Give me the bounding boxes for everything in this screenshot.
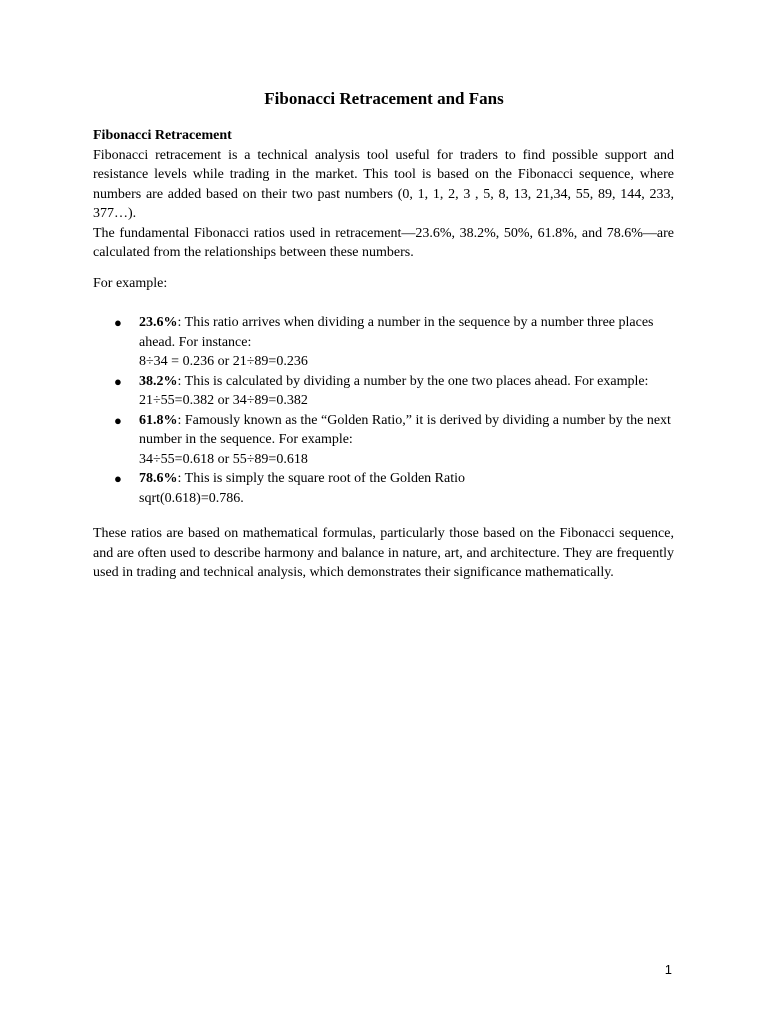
ratio-explanation: : This is calculated by dividing a number by the one two places ahead. For example: [177,373,649,389]
ratio-formula: 21÷55=0.382 or 34÷89=0.382 [139,393,308,408]
ratio-formula: 34÷55=0.618 or 55÷89=0.618 [139,451,308,467]
list-item-description [139,372,674,392]
ratios-paragraph: The fundamental Fibonacci ratios used in retracement—23.6%, 38.2%, 50%, 61.8%, and 78.6%—are calculated from the relationships between these numbers. [93,225,674,260]
bullet-icon: ● [114,412,122,428]
document-body [93,126,674,583]
page-number: 1 [664,962,672,977]
ratio-value: 23.6% [139,315,178,330]
list-item-description [139,411,674,450]
list-item [93,372,674,411]
ratio-formula: 8÷34 = 0.236 or 21÷89=0.236 [139,354,308,369]
bullet-icon: ● [114,471,122,486]
document-title: Fibonacci Retracement and Fans [264,89,504,108]
closing-paragraph: These ratios are based on mathematical formulas, particularly those based on the Fibonacci sequence, and are often used to describe harmony and balance in nature, art, and architecture. They are frequently used in trading and technical analysis, which demonstrates their significance mathematically. [93,526,674,580]
section-heading: Fibonacci Retracement [93,128,232,143]
ratio-value: 61.8% [139,412,178,428]
list-item-description [139,313,674,352]
ratio-explanation: : This ratio arrives when dividing a number in the sequence by a number three places ahead. For instance: [139,315,654,350]
ratio-explanation: : Famously known as the “Golden Ratio,” it is derived by dividing a number by the next number in the sequence. For example: [139,412,671,447]
ratio-explanation: : This is simply the square root of the Golden Ratio [177,471,465,486]
intro-paragraph: Fibonacci retracement is a technical analysis tool useful for traders to find possible support and resistance levels while trading in the market. This tool is based on the Fibonacci sequence, where numbers are added based on their two past numbers (0, 1, 1, 2, 3 , 5, 8, 13, 21,34, 55, 89, 144, 233, 377…). [93,147,674,221]
bullet-icon: ● [114,315,122,330]
list-item [93,313,674,372]
ratio-value: 78.6% [139,471,178,486]
ratio-value: 38.2% [139,373,178,389]
ratio-list [93,313,674,508]
list-item [93,411,674,470]
ratio-formula: sqrt(0.618)=0.786. [139,490,244,506]
example-label: For example: [93,275,168,291]
list-item [93,469,674,508]
list-item-description [139,469,674,489]
bullet-icon: ● [114,373,122,389]
